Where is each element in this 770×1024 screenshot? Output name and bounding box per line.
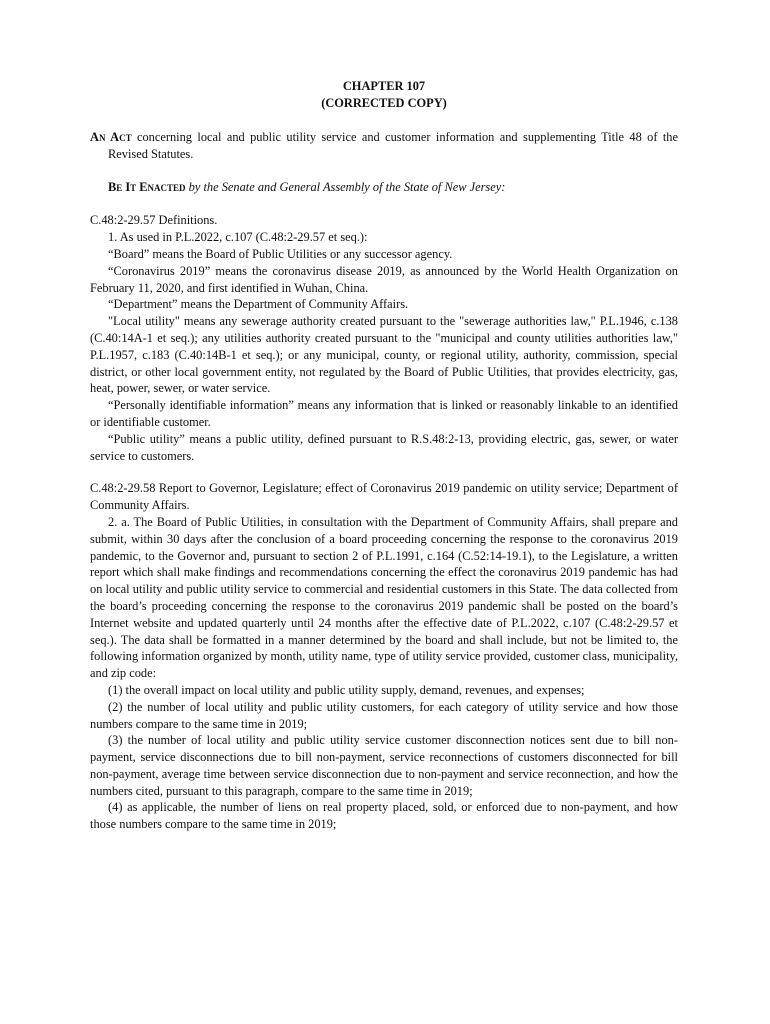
- chapter-title: CHAPTER 107: [342, 79, 426, 93]
- enacting-clause: [90, 179, 678, 196]
- paragraph: (4) as applicable, the number of liens on real property placed, sold, or enforced due to non-payment, and how those numbers compare to the same time in 2019;: [90, 800, 678, 832]
- document-page: [90, 78, 678, 833]
- enacting-text: by the Senate and General Assembly of the State of New Jersey:: [185, 179, 506, 194]
- paragraph: "Local utility" means any sewerage authority created pursuant to the "sewerage authorities law," P.L.1946, c.138 (C.40:14A-1 et seq.); any utilities authority created pursuant to the "municipal and county utilities authorities law," P.L.1957, c.183 (C.40:14B-1 et seq.); or any municipal, county, or regional utility, authority, commission, special district, or other local government entity, not regulated by the Board of Public Utilities, that provides electricity, gas, heat, power, sewer, or water service.: [90, 314, 678, 396]
- section-report: [90, 480, 678, 833]
- paragraph: 2. a. The Board of Public Utilities, in consultation with the Department of Community Affairs, shall prepare and submit, within 30 days after the conclusion of a board proceeding concerning the response to the coronavirus 2019 pandemic, to the Governor and, pursuant to section 2 of P.L.1991, c.164 (C.52:14-19.1), to the Legislature, a written report which shall make findings and recommendations concerning the effect the coronavirus 2019 pandemic has had on local utility and public utility service to commercial and residential customers in this State. The data collected from the board’s proceeding concerning the response to the coronavirus 2019 pandemic shall be posted on the board’s Internet website and updated quarterly until 24 months after the effective date of P.L.2022, c.107 (C.48:2-29.57 et seq.). The data shall be formatted in a manner determined by the board and shall include, but not be limited to, the following information organized by month, utility name, type of utility service provided, customer class, municipality, and zip code:: [90, 514, 678, 681]
- paragraph: (2) the number of local utility and public utility customers, for each category of utility service and how those numbers compare to the same time in 2019;: [90, 699, 678, 731]
- enacting-lead: Be It Enacted: [108, 179, 186, 194]
- paragraph: “Board” means the Board of Public Utilities or any successor agency.: [108, 246, 453, 261]
- corrected-copy-label: (CORRECTED COPY): [321, 96, 447, 110]
- paragraph: “Public utility” means a public utility, defined pursuant to R.S.48:2-13, providing electric, gas, sewer, or water service to customers.: [90, 431, 678, 463]
- section-heading: C.48:2-29.58 Report to Governor, Legislature; effect of Coronavirus 2019 pandemic on utility service; Department of Community Affairs.: [90, 481, 678, 513]
- paragraph: “Department” means the Department of Community Affairs.: [108, 297, 409, 312]
- act-text: concerning local and public utility service and customer information and supplementing Title 48 of the Revised Statutes.: [108, 130, 678, 161]
- act-lead: An Act: [90, 130, 132, 144]
- section-definitions: [90, 212, 678, 464]
- paragraph: “Coronavirus 2019” means the coronavirus disease 2019, as announced by the World Health Organization on February 11, 2020, and first identified in Wuhan, China.: [90, 263, 678, 295]
- paragraph: “Personally identifiable information” means any information that is linked or reasonably linkable to an identified or identifiable customer.: [90, 398, 678, 429]
- act-title: [90, 129, 678, 163]
- paragraph: 1. As used in P.L.2022, c.107 (C.48:2-29.57 et seq.):: [108, 230, 368, 245]
- section-heading: C.48:2-29.57 Definitions.: [90, 213, 218, 228]
- paragraph: (1) the overall impact on local utility and public utility supply, demand, revenues, and expenses;: [108, 682, 585, 697]
- paragraph: (3) the number of local utility and public utility service customer disconnection notices sent due to bill non-payment, service disconnections due to bill non-payment, service reconnections of customers disconnected for bill non-payment, average time between service disconnection due to non-payment and service reconnection, and how the numbers cited, pursuant to this paragraph, compare to the same time in 2019;: [90, 733, 678, 798]
